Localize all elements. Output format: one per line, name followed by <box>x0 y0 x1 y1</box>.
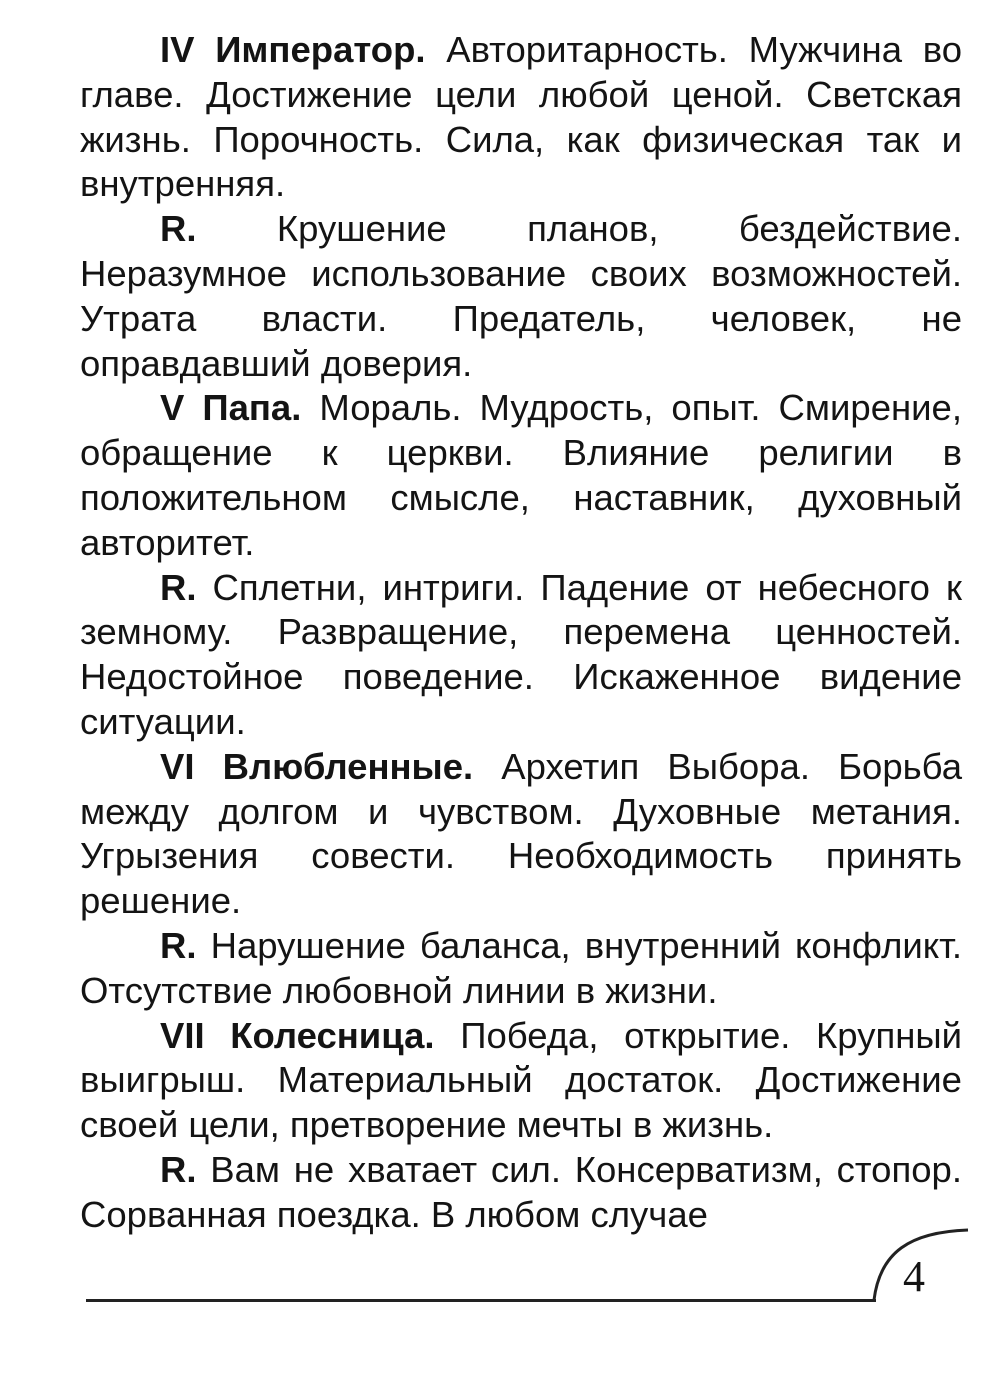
page-number: 4 <box>903 1252 925 1301</box>
footer-rule <box>86 1299 876 1302</box>
paragraph-text: Нарушение баланса, внутренний конфликт. Отсутствие любовной линии в жизни. <box>80 924 962 1011</box>
paragraph-lovers <box>80 745 962 924</box>
paragraph-emperor-reversed <box>80 207 962 386</box>
paragraph-text: Крушение планов, бездействие. Неразумное использование своих возможностей. Утрата власти. Предатель, человек, не оправдавший доверия. <box>80 208 962 384</box>
paragraph-heading: R. <box>160 208 197 250</box>
paragraph-text: Авторитарность. Мужчина во главе. Достижение цели любой ценой. Светская жизнь. Порочность. Сила, как физическая так и внутренняя. <box>80 29 963 205</box>
paragraph-pope <box>80 386 962 565</box>
paragraph-lovers-reversed <box>80 924 962 1014</box>
paragraph-emperor <box>80 28 962 207</box>
paragraph-chariot-reversed <box>80 1148 962 1238</box>
paragraph-heading: IV Император. <box>160 29 426 70</box>
paragraph-heading: R. <box>160 566 197 608</box>
paragraph-heading: V Папа. <box>160 387 302 429</box>
paragraph-pope-reversed <box>80 566 962 745</box>
paragraph-chariot <box>80 1014 962 1148</box>
paragraph-heading: R. <box>160 924 197 966</box>
paragraph-text: Сплетни, интриги. Падение от небесного к земному. Развращение, перемена ценностей. Недостойное поведение. Искаженное видение ситуации. <box>80 566 962 742</box>
paragraph-text: Вам не хватает сил. Консерватизм, стопор. Сорванная поездка. В любом случае <box>80 1148 962 1235</box>
paragraph-heading: VII Колесница. <box>160 1014 435 1056</box>
paragraph-text: Мораль. Мудрость, опыт. Смирение, обращение к церкви. Влияние религии в положительном смысле, наставник, духовный авторитет. <box>80 387 962 563</box>
page-body-text <box>80 28 962 1238</box>
paragraph-heading: R. <box>160 1148 197 1190</box>
paragraph-text: Архетип Выбора. Борьба между долгом и чувством. Духовные метания. Угрызения совести. Необходимость принять решение. <box>80 745 962 922</box>
paragraph-heading: VI Влюбленные. <box>160 745 474 787</box>
paragraph-text: Победа, открытие. Крупный выигрыш. Материальный достаток. Достижение своей цели, претворение мечты в жизнь. <box>80 1014 962 1146</box>
